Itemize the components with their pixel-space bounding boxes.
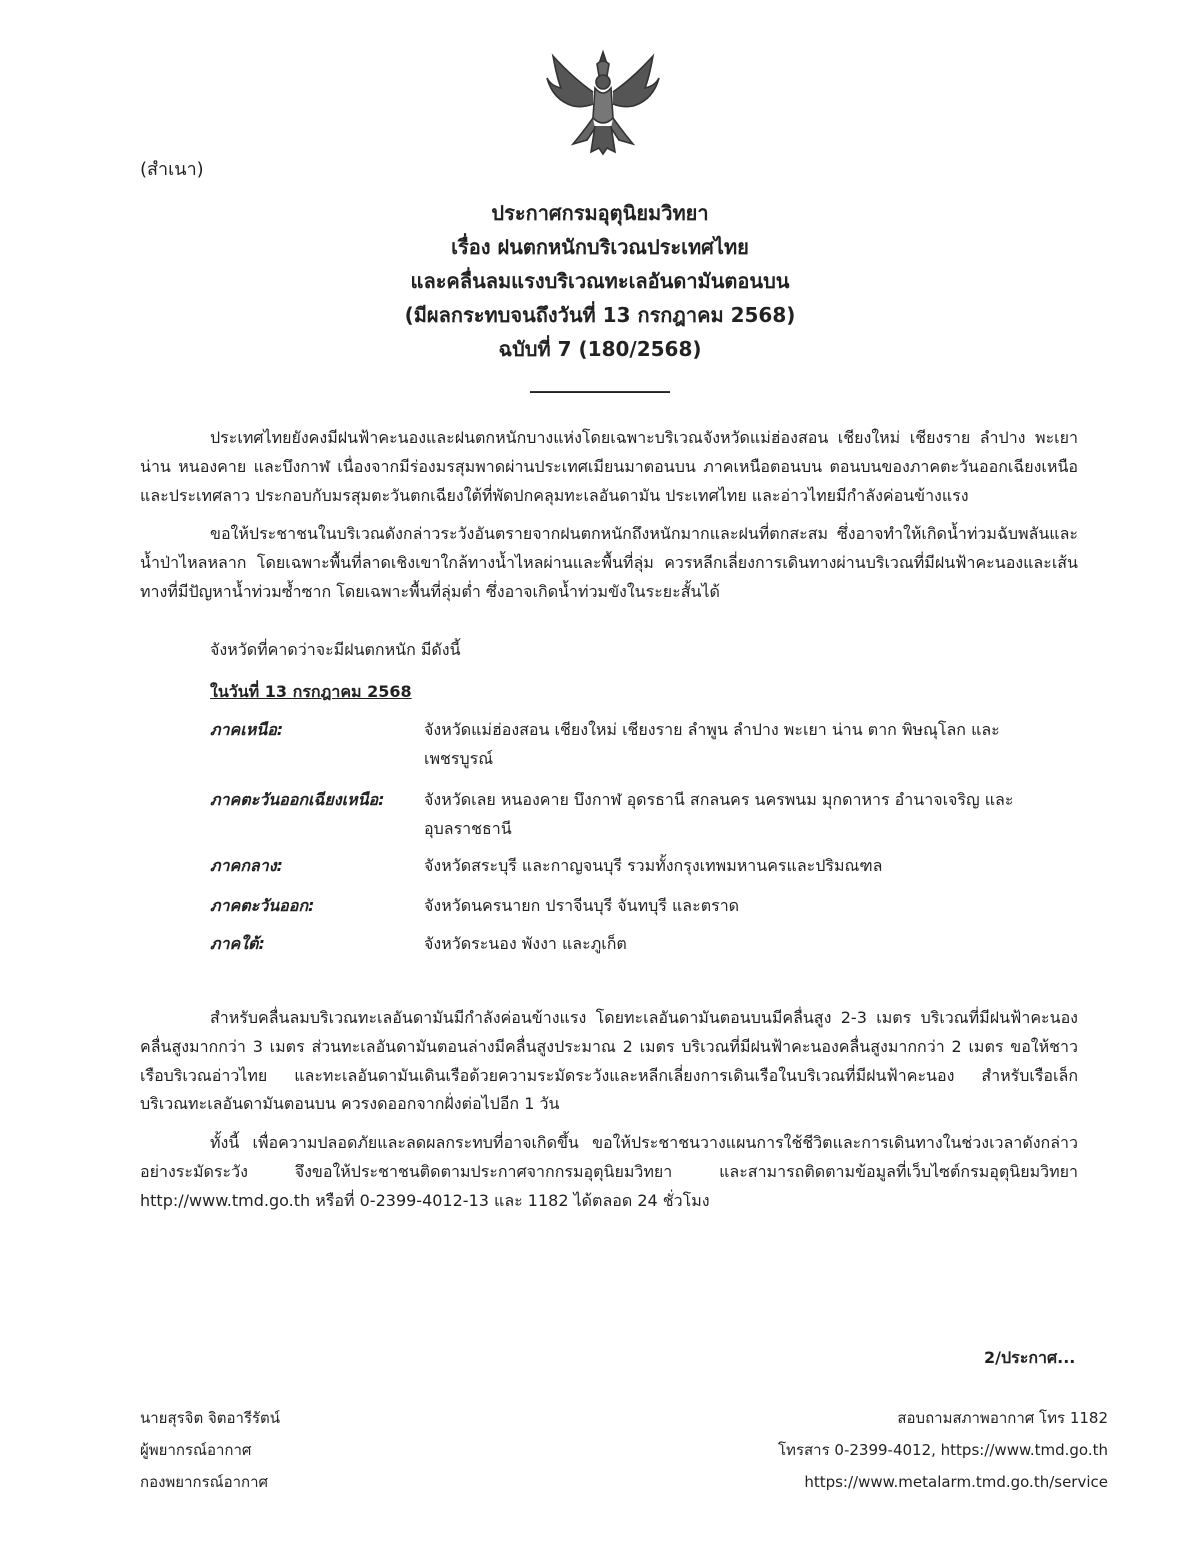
title-line-3: และคลื่นลมแรงบริเวณทะเลอันดามันตอนบน <box>410 269 790 293</box>
title-rule: ______________ <box>530 369 670 393</box>
signatory-position: ผู้พยากรณ์อากาศ <box>140 1441 252 1459</box>
announcement-title <box>0 196 1200 396</box>
region-provinces: จังหวัดระนอง พังงา และภูเก็ต <box>424 934 627 953</box>
garuda-emblem-icon <box>543 48 663 158</box>
provinces-intro: จังหวัดที่คาดว่าจะมีฝนตกหนัก มีดังนี้ <box>210 640 461 659</box>
region-provinces: จังหวัดเลย หนองคาย บึงกาฬ อุดรธานี สกลนคร นครพนม มุกดาหาร อำนาจเจริญ และอุบลราชธานี <box>424 790 1014 838</box>
title-line-4: (มีผลกระทบจนถึงวันที่ 13 กรกฎาคม 2568) <box>404 303 796 327</box>
title-line-5: ฉบับที่ 7 (180/2568) <box>498 337 702 361</box>
region-name: ภาคใต้: <box>210 934 265 953</box>
forecast-date-heading: ในวันที่ 13 กรกฎาคม 2568 <box>210 682 412 701</box>
paragraph-1: ประเทศไทยยังคงมีฝนฟ้าคะนองและฝนตกหนักบางแห่งโดยเฉพาะบริเวณจังหวัดแม่ฮ่องสอน เชียงใหม่ เชียงราย ลำปาง พะเยา น่าน หนองคาย และบึงกาฬ เนื่องจากมีร่องมรสุมพาดผ่านประเทศเมียนมาตอนบน ภาคเหนือตอนบน ตอนบนของภาคตะวันออกเฉียงเหนือ และประเทศลาว ประกอบกับมรสุมตะวันตกเฉียงใต้ที่พัดปกคลุมทะเลอันดามัน ประเทศไทย และอ่าวไทยมีกำลังค่อนข้างแรง <box>140 428 1078 505</box>
contact-fax: โทรสาร 0-2399-4012, https://www.tmd.go.th <box>778 1441 1108 1459</box>
region-name: ภาคกลาง: <box>210 856 283 875</box>
region-provinces: จังหวัดแม่ฮ่องสอน เชียงใหม่ เชียงราย ลำพูน ลำปาง พะเยา น่าน ตาก พิษณุโลก และเพชรบูรณ์ <box>424 720 1000 768</box>
contact-url: https://www.metalarm.tmd.go.th/service <box>804 1473 1108 1491</box>
signatory-name: นายสุรจิต จิตอารีรัตน์ <box>140 1409 281 1427</box>
region-name: ภาคเหนือ: <box>210 720 284 739</box>
region-name: ภาคตะวันออกเฉียงเหนือ: <box>210 790 385 809</box>
body-section-2 <box>140 1004 1078 1216</box>
title-line-1: ประกาศกรมอุตุนิยมวิทยา <box>491 201 709 225</box>
paragraph-2: ขอให้ประชาชนในบริเวณดังกล่าวระวังอันตรายจากฝนตกหนักถึงหนักมากและฝนที่ตกสะสม ซึ่งอาจทำให้เกิดน้ำท่วมฉับพลันและน้ำป่าไหลหลาก โดยเฉพาะพื้นที่ลาดเชิงเขาใกล้ทางน้ำไหลผ่านและพื้นที่ลุ่ม ควรหลีกเลี่ยงการเดินทางผ่านบริเวณที่มีฝนฟ้าคะนองและเส้นทางที่มีปัญหาน้ำท่วมซ้ำซาก โดยเฉพาะพื้นที่ลุ่มต่ำ ซึ่งอาจเกิดน้ำท่วมขังในระยะสั้นได้ <box>140 524 1078 601</box>
signatory-division: กองพยากรณ์อากาศ <box>140 1473 269 1491</box>
next-page-marker: 2/ประกาศ... <box>984 1348 1076 1367</box>
copy-label: (สำเนา) <box>140 159 204 180</box>
footer-contact <box>778 1402 1108 1498</box>
region-provinces: จังหวัดนครนายก ปราจีนบุรี จันทบุรี และตราด <box>424 896 740 915</box>
body-section <box>140 424 1078 607</box>
region-provinces: จังหวัดสระบุรี และกาญจนบุรี รวมทั้งกรุงเทพมหานครและปริมณฑล <box>424 856 883 875</box>
region-name: ภาคตะวันออก: <box>210 896 315 915</box>
title-line-2: เรื่อง ฝนตกหนักบริเวณประเทศไทย <box>451 235 749 259</box>
contact-phone: สอบถามสภาพอากาศ โทร 1182 <box>897 1409 1108 1427</box>
paragraph-4: ทั้งนี้ เพื่อความปลอดภัยและลดผลกระทบที่อาจเกิดขึ้น ขอให้ประชาชนวางแผนการใช้ชีวิตและการเดินทางในช่วงเวลาดังกล่าวอย่างระมัดระวัง จึงขอให้ประชาชนติดตามประกาศจากกรมอุตุนิยมวิทยา และสามารถติดตามข้อมูลที่เว็บไซต์กรมอุตุนิยมวิทยา http://www.tmd.go.th หรือที่ 0-2399-4012-13 และ 1182 ได้ตลอด 24 ชั่วโมง <box>140 1133 1078 1210</box>
paragraph-3: สำหรับคลื่นลมบริเวณทะเลอันดามันมีกำลังค่อนข้างแรง โดยทะเลอันดามันตอนบนมีคลื่นสูง 2-3 เมตร บริเวณที่มีฝนฟ้าคะนองคลื่นสูงมากกว่า 3 เมตร ส่วนทะเลอันดามันตอนล่างมีคลื่นสูงประมาณ 2 เมตร บริเวณที่มีฝนฟ้าคะนองคลื่นสูงมากกว่า 2 เมตร ขอให้ชาวเรือบริเวณอ่าวไทย และทะเลอันดามันเดินเรือด้วยความระมัดระวังและหลีกเลี่ยงการเดินเรือในบริเวณที่มีฝนฟ้าคะนอง สำหรับเรือเล็กบริเวณทะเลอันดามันตอนบน ควรงดออกจากฝั่งต่อไปอีก 1 วัน <box>140 1008 1078 1114</box>
footer-signatory <box>140 1402 280 1498</box>
